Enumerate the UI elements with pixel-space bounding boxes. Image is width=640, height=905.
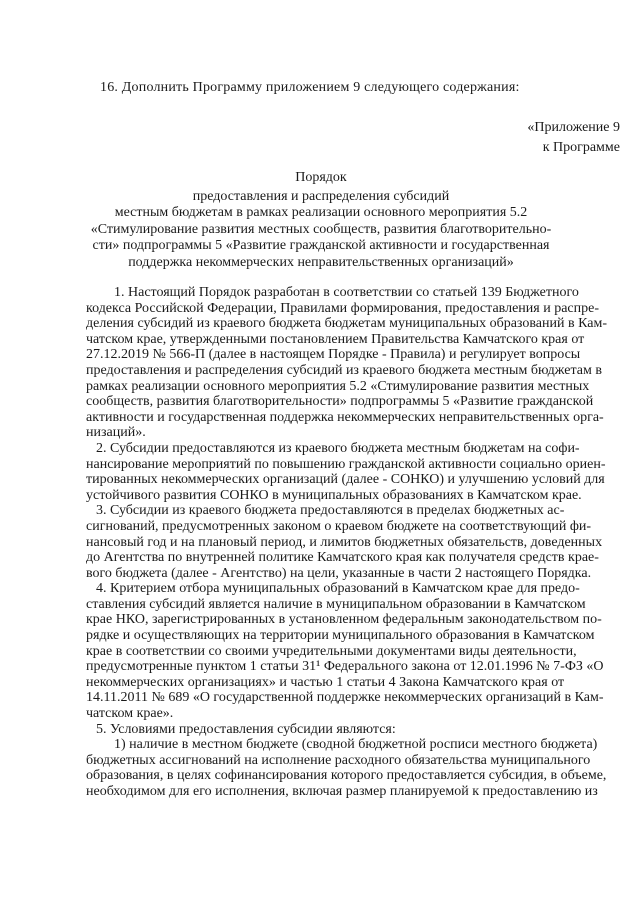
paragraph-line: до Агентства по внутренней политике Камчатского края как получателя средств крае- bbox=[86, 550, 599, 566]
paragraph-line: деления субсидий из краевого бюджета бюджетам муниципальных образований в Кам- bbox=[86, 316, 607, 332]
intro-line: 16. Дополнить Программу приложением 9 следующего содержания: bbox=[100, 80, 520, 95]
paragraph-line: предусмотренные пунктом 1 статьи 31¹ Федерального закона от 12.01.1996 № 7-ФЗ «О bbox=[86, 659, 604, 675]
paragraph-line: рядке и осуществляющих на территории муниципального образования в Камчатском bbox=[86, 628, 595, 644]
paragraph-line: 27.12.2019 № 566-П (далее в настоящем Порядке - Правила) и регулирует вопросы bbox=[86, 347, 581, 363]
paragraph-line: ставления субсидий является наличие в муниципальном образовании в Камчатском bbox=[86, 596, 586, 612]
paragraph bbox=[86, 503, 622, 581]
title-main: Порядок bbox=[295, 170, 347, 185]
paragraph-line: 3. Субсидии из краевого бюджета предоставляются в пределах бюджетных ас- bbox=[96, 503, 565, 519]
paragraph-line: 1. Настоящий Порядок разработан в соответствии со статьей 139 Бюджетного bbox=[114, 285, 579, 300]
paragraph-line: необходимом для его исполнения, включая размер планируемой к предоставлению из bbox=[86, 784, 598, 799]
paragraph-line: предоставления и распределения субсидий из краевого бюджета местным бюджетам в bbox=[86, 362, 602, 378]
paragraph-line: крае в соответствии со своими учредительными документами виды деятельности, bbox=[86, 643, 577, 659]
paragraph bbox=[86, 285, 622, 441]
appendix-line-1: «Приложение 9 bbox=[527, 120, 620, 135]
paragraph-line: некоммерческих организациях» и частью 1 статьи 4 Закона Камчатского края от bbox=[86, 674, 565, 690]
paragraph bbox=[86, 737, 622, 799]
paragraph-line: рамках реализации основного мероприятия 5.2 «Стимулирование развития местных bbox=[86, 378, 590, 394]
paragraph-line: сигнований, предусмотренных законом о краевом бюджете на соответствующий фи- bbox=[86, 518, 592, 534]
paragraph-line: крае НКО, зарегистрированных в установленном федеральным законодательством по- bbox=[86, 612, 602, 628]
paragraph-line: 4. Критерием отбора муниципальных образований в Камчатском крае для предо- bbox=[96, 581, 580, 597]
paragraph-line: 14.11.2011 № 689 «О государственной поддержке некоммерческих организаций в Кам- bbox=[86, 690, 604, 706]
paragraph-line: 2. Субсидии предоставляются из краевого бюджета местным бюджетам на софи- bbox=[96, 440, 580, 456]
paragraph bbox=[86, 581, 622, 721]
paragraph-line: кодекса Российской Федерации, Правилами формирования, предоставления и распре- bbox=[86, 300, 599, 316]
paragraph bbox=[86, 722, 622, 738]
title-line: местным бюджетам в рамках реализации основного мероприятия 5.2 bbox=[114, 205, 528, 220]
paragraph-line: активности и государственная поддержка некоммерческих неправительственных орга- bbox=[86, 409, 604, 425]
title-line: предоставления и распределения субсидий bbox=[192, 188, 450, 204]
paragraph-line: чатском крае, утвержденными постановлением Правительства Камчатского края от bbox=[86, 331, 585, 347]
document-title bbox=[86, 170, 556, 271]
paragraph-line: 1) наличие в местном бюджете (сводной бюджетной росписи местного бюджета) bbox=[114, 737, 598, 753]
title-line: поддержка некоммерческих неправительственных организаций» bbox=[128, 254, 514, 270]
paragraph-line: образования, в целях софинансирования которого предоставляется субсидия, в объеме, bbox=[86, 768, 607, 784]
paragraph-line: 5. Условиями предоставления субсидии являются: bbox=[96, 721, 396, 737]
paragraph-line: низаций». bbox=[86, 425, 146, 441]
title-line: «Стимулирование развития местных сообществ, развития благотворительно- bbox=[90, 221, 552, 237]
paragraph-line: нансовый год и на плановый период, и лимитов бюджетных обязательств, доведенных bbox=[86, 534, 603, 550]
paragraph-line: устойчивого развития СОНКО в муниципальных образованиях в Камчатском крае. bbox=[86, 487, 582, 503]
paragraph-line: сообществ, развития благотворительности» подпрограммы 5 «Развитие гражданской bbox=[86, 394, 594, 410]
paragraph-line: чатском крае». bbox=[86, 706, 174, 722]
appendix-line-2: к Программе bbox=[542, 140, 620, 155]
paragraph-line: бюджетных ассигнований на исполнение расходного обязательства муниципального bbox=[86, 752, 591, 768]
paragraph-line: тированных некоммерческих организаций (далее - СОНКО) и улучшению условий для bbox=[86, 472, 605, 488]
title-line: сти» подпрограммы 5 «Развитие гражданской активности и государственная bbox=[92, 238, 550, 253]
document-body bbox=[86, 285, 622, 800]
paragraph-line: вого бюджета (далее - Агентство) на цели, указанные в части 2 настоящего Порядка. bbox=[86, 565, 592, 581]
paragraph bbox=[86, 441, 622, 503]
appendix-header bbox=[527, 118, 620, 158]
paragraph-line: нансирование мероприятий по повышению гражданской активности социально ориен- bbox=[86, 456, 606, 472]
